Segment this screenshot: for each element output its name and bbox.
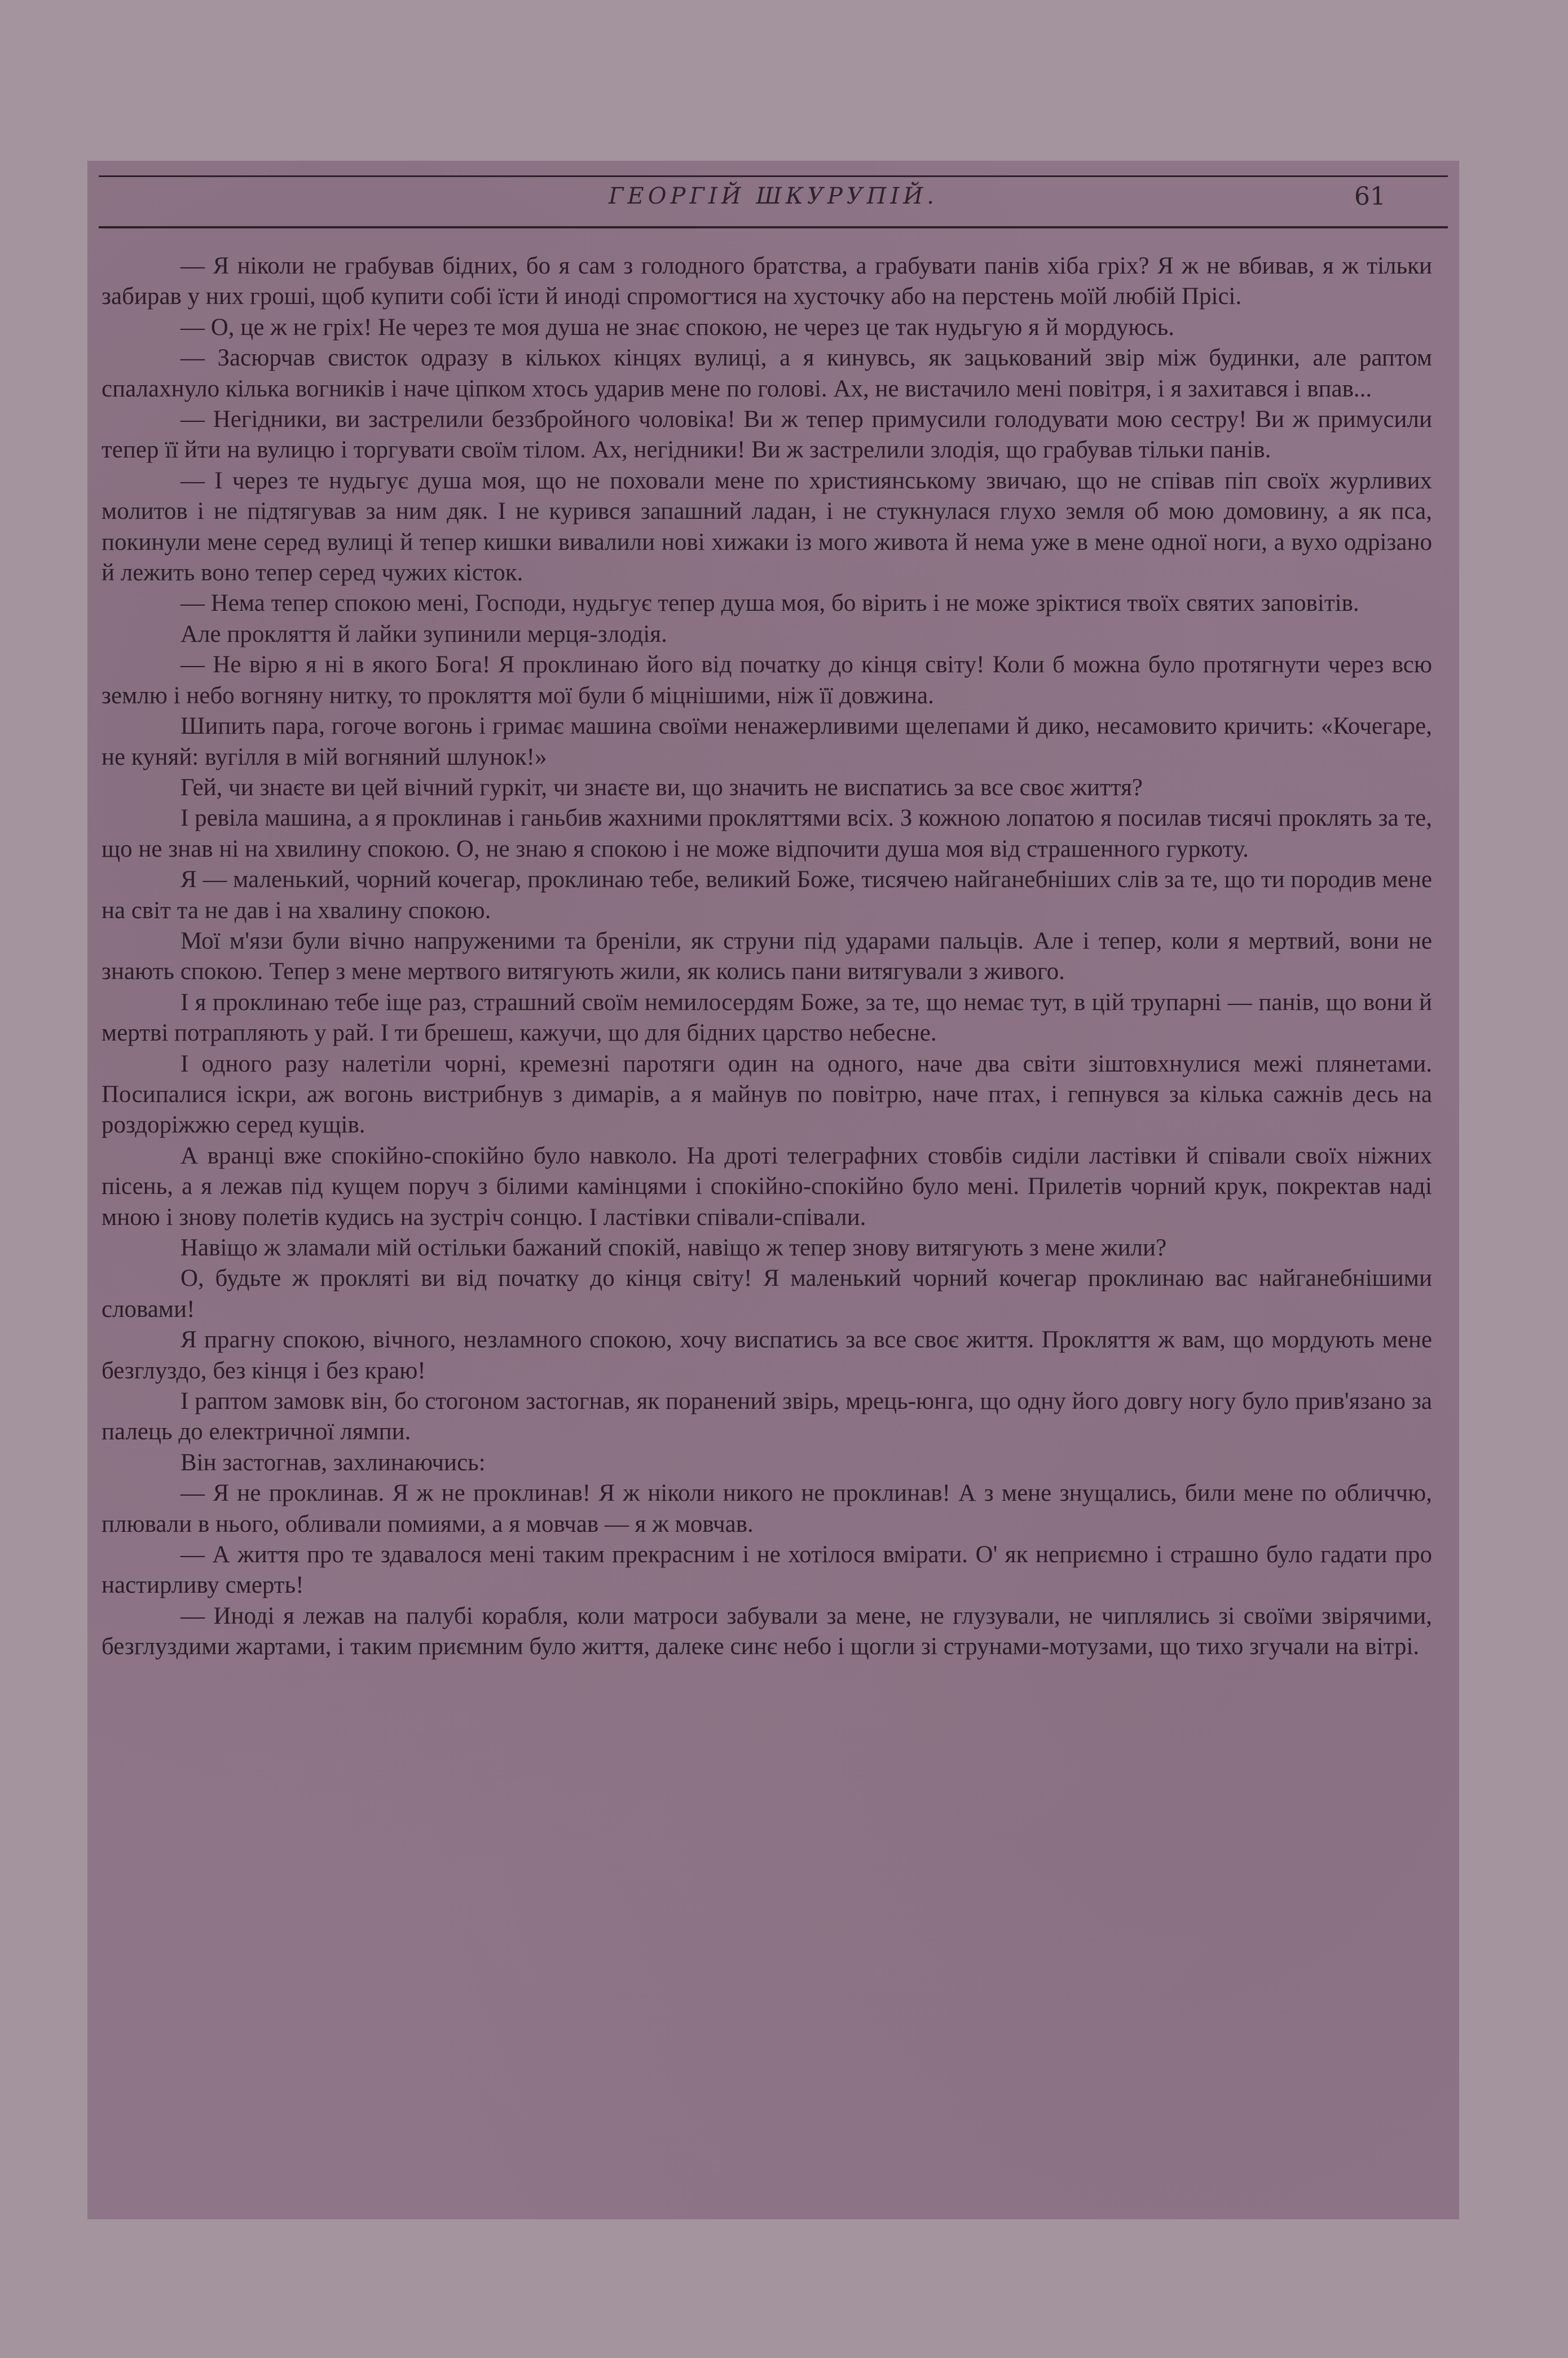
paragraph: І раптом замовк він, бо стогоном застогнав, як поранений звірь, мрець-юнга, що одну його довгу ногу було прив'язано за палець до електричної лямпи.	[102, 1388, 1432, 1445]
header-rule-bottom	[99, 226, 1448, 228]
paragraph: — Я не проклинав. Я ж не проклинав! Я ж ніколи никого не проклинав! А з мене знущались, били мене по обличчю, плювали в нього, обливали помиями, а я мовчав — я ж мовчав.	[102, 1480, 1432, 1537]
book-page	[87, 161, 1459, 2219]
paragraph: — І через те нудьгує душа моя, що не поховали мене по християнському звичаю, що не співав піп своїх журливих молитов і не підтягував за ним дяк. І не курився запашний ладан, і не стукнулася глухо земля об мою домовину, а як пса, покинули мене серед вулиці й тепер кишки вивалили нові хижаки із мого живота й нема уже в мене одної ноги, а вухо одрізано й лежить воно тепер серед чужих кісток.	[102, 467, 1432, 587]
paragraph: І ревіла машина, а я проклинав і ганьбив жахними прокляттями всіх. З кожною лопатою я посилав тисячі проклять за те, що не знав ні на хвилину спокою. О, не знаю я спокою і не може відпочити душа моя від страшенного гуркоту.	[102, 805, 1432, 862]
paragraph: — А життя про те здавалося мені таким прекрасним і не хотілося вмірати. О' як неприємно і страшно було гадати про настирливу смерть!	[102, 1541, 1432, 1599]
paragraph: І одного разу налетіли чорні, кремезні паротяги один на одного, наче два світи зіштовхнулися межі плянетами. Посипалися іскри, аж вогонь вистрибнув з димарів, а я майнув по повітрю, наче птах, і гепнувся за кілька сажнів десь на роздоріжжю серед кущів.	[102, 1050, 1432, 1139]
paragraph: — Засюрчав свисток одразу в кількох кінцях вулиці, а я кинувсь, як зацькований звір між будинки, але раптом спалахнуло кілька вогників і наче ціпком хтось ударив мене по голові. Ах, не вистачило мені повітря, і я захитався і впав...	[102, 345, 1432, 402]
page-header	[99, 170, 1448, 216]
running-title: ГЕОРГІЙ ШКУРУПІЙ.	[609, 183, 938, 209]
text-body	[102, 251, 1432, 1663]
paragraph: І я проклинаю тебе іще раз, страшний своїм немилосердям Боже, за те, що немає тут, в цій трупарні — панів, що вони й мертві потрапляють у рай. І ти брешеш, кажучи, що для бідних царство небесне.	[102, 989, 1432, 1047]
paragraph: Але прокляття й лайки зупинили мерця-злодія.	[180, 620, 667, 647]
page-number: 61	[1354, 182, 1386, 211]
header-rule-top	[99, 175, 1448, 177]
paragraph: Гей, чи знаєте ви цей вічний гуркіт, чи знаєте ви, що значить не виспатись за все своє життя?	[180, 774, 1143, 801]
paragraph: Мої м'язи були вічно напруженими та бреніли, як струни під ударами пальців. Але і тепер, коли я мертвий, вони не знають спокою. Тепер з мене мертвого витягують жили, як колись пани витягували з живого.	[102, 927, 1432, 985]
paragraph: Він застогнав, захлинаючись:	[180, 1449, 486, 1476]
paragraph: — Я ніколи не грабував бідних, бо я сам з голодного братства, а грабувати панів хіба гріх? Я ж не вбивав, я ж тільки забирав у них гроші, щоб купити собі їсти й иноді спромогтися на хусточку або на перстень моїй любій Прісі.	[102, 253, 1432, 310]
paragraph: — Иноді я лежав на палубі корабля, коли матроси забували за мене, не глузували, не чиплялись зі своїми звірячими, безглуздими жартами, і таким приємним було життя, далеке синє небо і щогли зі струнами-мотузами, що тихо згучали на вітрі.	[102, 1602, 1432, 1660]
paragraph: Я — маленький, чорний кочегар, проклинаю тебе, великий Боже, тисячею найганебніших слів за те, що ти породив мене на світ та не дав і на хвалину спокою.	[102, 866, 1432, 924]
paragraph: — Негідники, ви застрелили беззбройного чоловіка! Ви ж тепер примусили голодувати мою сестру! Ви ж примусили тепер її йти на вулицю і торгувати своїм тілом. Ах, негідники! Ви ж застрелили злодія, що грабував тільки панів.	[102, 406, 1432, 464]
paragraph: А вранці вже спокійно-спокійно було навколо. На дроті телеграфних стовбів сиділи ластівки й співали своїх ніжних пісень, а я лежав під кущем поруч з білими камінцями і спокійно-спокійно було мені. Прилетів чорний крук, покректав наді мною і знову полетів кудись на зустріч сонцю. І ластівки співали-співали.	[102, 1142, 1432, 1231]
paragraph: — Нема тепер спокою мені, Господи, нудьгує тепер душа моя, бо вірить і не може зріктися твоїх святих заповітів.	[180, 590, 1359, 617]
paragraph: — Не вірю я ні в якого Бога! Я проклинаю його від початку до кінця світу! Коли б можна було протягнути через всю землю і небо вогняну нитку, то прокляття мої були б міцнішими, ніж її довжина.	[102, 651, 1432, 709]
paragraph: — О, це ж не гріх! Не через те моя душа не знає спокою, не через це так нудьгую я й мордуюсь.	[180, 314, 1174, 341]
paragraph: О, будьте ж прокляті ви від початку до кінця світу! Я маленький чорний кочегар проклинаю вас найганебнішими словами!	[102, 1265, 1432, 1323]
paragraph: Я прагну спокою, вічного, незламного спокою, хочу виспатись за все своє життя. Прокляття ж вам, що мордують мене безглуздо, без кінця і без краю!	[102, 1326, 1432, 1384]
paragraph: Шипить пара, гогоче вогонь і гримає машина своїми ненажерливими щелепами й дико, несамовито кричить: «Кочегаре, не куняй: вугілля в мій вогняний шлунок!»	[102, 713, 1432, 770]
paragraph: Навіщо ж зламали мій остільки бажаний спокій, навіщо ж тепер знову витягують з мене жили?	[180, 1235, 1167, 1261]
